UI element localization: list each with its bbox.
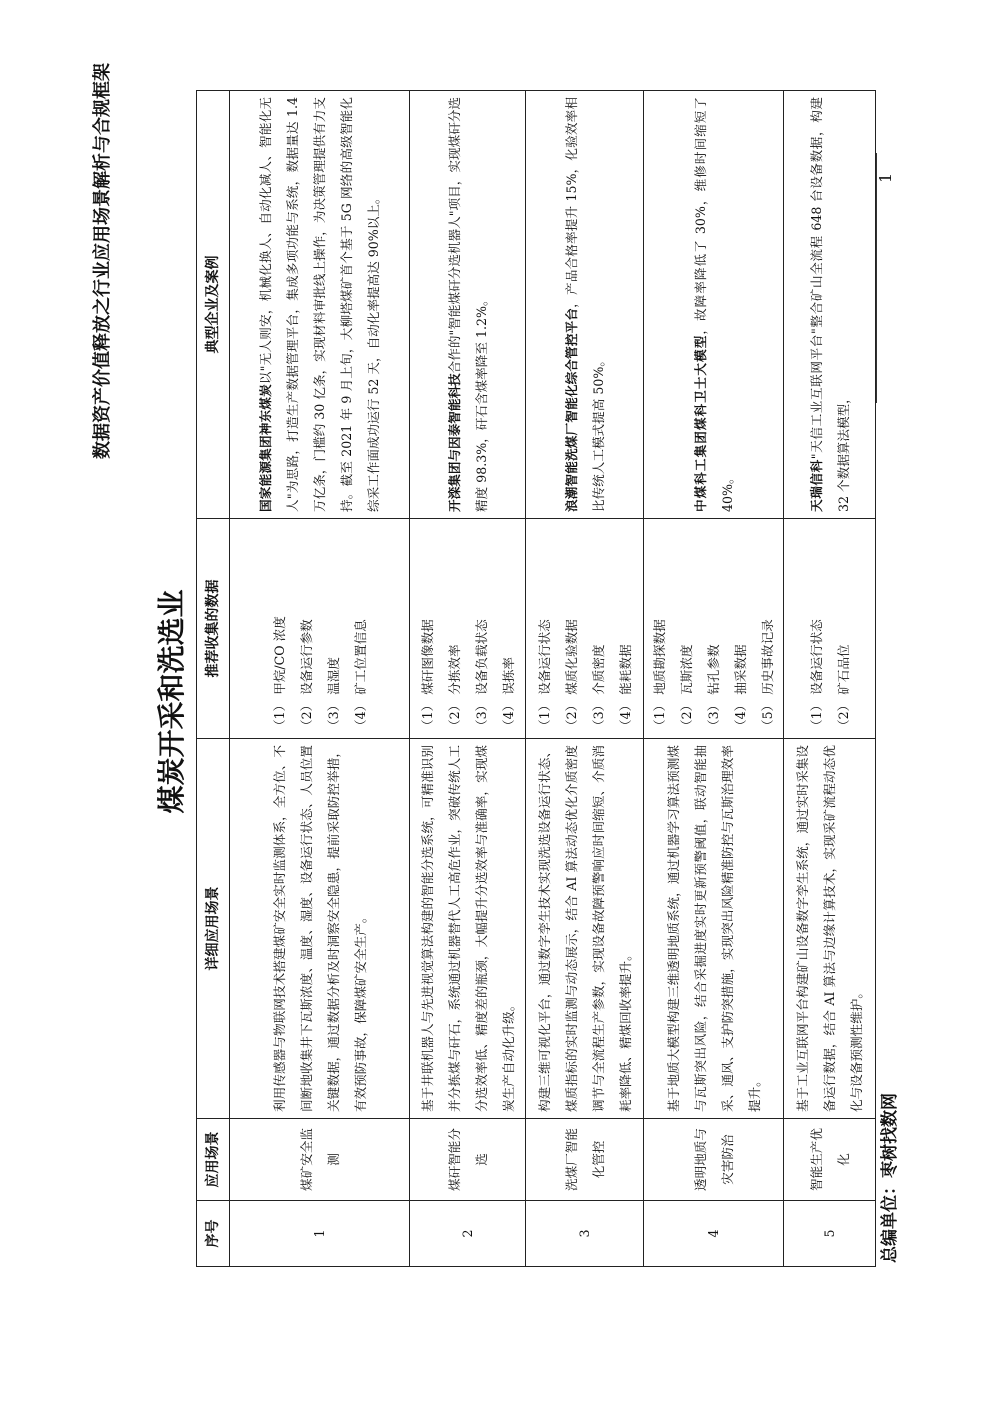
table-row [526,91,644,1267]
data-item: （1） 煤矸图像数据 [419,619,435,732]
data-item: （3） 钻孔参数 [706,644,721,732]
data-item: （2） 分拣效率 [446,644,462,732]
data-item: （1） 设备运行状态 [536,619,552,732]
data-item: （2） 设备运行参数 [298,619,314,732]
row-case [230,91,410,519]
document-header-title: 数据资产价值释放之行业应用场景解析与合规框架 [92,63,113,459]
row-data-list [784,519,876,739]
row-scene: 洗煤厂智能化管控 [526,1119,644,1201]
row-detail: 基于井联机器人与先进视觉算法构建的智能分选系统，可精准识别并分拣煤与矸石，系统通过机器替代人工高危作业，突破传统人工分选效率低、精度差的瓶颈，大幅提升分选效率与准确率，实现煤炭生产自动化升级。 [410,739,526,1119]
case-company: 国家能源集团神东煤炭 [258,384,273,512]
row-detail: 基于地质大模型构建三维透明地质系统，通过机器学习算法预测煤与瓦斯突出风险，结合采掘进度实时更新预警阈值，联动智能抽采、通风、支护防突措施，实现突出风险精准防控与瓦斯治理效率提升。 [644,739,784,1119]
data-table [196,90,876,1267]
row-number: 1 [230,1201,410,1267]
row-number: 2 [410,1201,526,1267]
data-item: （1） 地质勘探数据 [652,619,667,732]
row-scene: 透明地质与灾害防治 [644,1119,784,1201]
case-text: 合作的"智能煤矸分选机器人"项目，实现煤矸分选精度 98.3%，矸石含煤率降至 1.2%。 [446,97,489,512]
data-item: （2） 煤质化验数据 [563,619,579,732]
row-case [784,91,876,519]
row-detail: 利用传感器与物联网技术搭建煤矿安全实时监测体系，全方位、不间断地收集井下瓦斯浓度、温度、湿度、设备运行状态、人员位置关键数据，通过数据分析及时洞察安全隐患，提前采取防控举措，有效预防事故，保障煤矿安全生产。 [230,739,410,1119]
case-text: ，故障率降低了 30%，维修时间缩短了 40%。 [692,96,735,512]
footer-rule [876,153,877,403]
case-text: 以"无人则安，机械化换人、自动化减人、智能化无人"为思路，打造生产数据管理平台，集成多项功能与系统，数据量达 1.4 万亿条，门槛约 30 亿条，实现材料审批线上操作，为决策管理提供有力支持。截至 2021 年 9 月上旬，大柳塔煤矿首个基于 5G 网络的高级智能化综采工作面成功运行 52 天，自动化率提高达 90%以上。 [258,96,381,512]
data-item: （5） 历史事故记录 [760,619,775,732]
row-scene: 煤矸智能分选 [410,1119,526,1201]
row-data-list [410,519,526,739]
row-data-list [230,519,410,739]
data-item: （4） 矿工位置信息 [352,619,368,732]
data-item: （1） 设备运行状态 [808,619,824,732]
header-scene: 应用场景 [197,1119,230,1201]
editor-footer: 总编单位：枣树找数网 [880,1093,900,1263]
case-company: 天瑞信科 [808,459,824,512]
row-number: 3 [526,1201,644,1267]
table-row [644,91,784,1267]
section-title: 煤炭开采和洗选业 [155,589,188,814]
page-number: 1 [876,172,895,183]
data-item: （3） 设备负载状态 [473,619,489,732]
case-text: ，产品合格率提升 15%，化验效率相比传统人工模式提高 50%。 [563,96,606,512]
row-case [410,91,526,519]
table-row [410,91,526,1267]
case-company: 开滦集团与因泰智能科技 [446,373,462,512]
case-company: 浪潮智能洗煤厂智能化综合管控平台 [563,307,579,512]
row-detail: 构建三维可视化平台，通过数字孪生技术实现洗选设备运行状态、煤质指标的实时监测与动态展示，结合 AI 算法动态优化介质密度调节与全流程生产参数，实现设备故障预警响应时间缩短、介质消耗率降低、精煤回收率提升。 [526,739,644,1119]
case-company: 中煤科工集团煤科卫士大模型 [692,334,708,512]
data-item: （4） 抽采数据 [733,644,748,732]
row-case [644,91,784,519]
table-header-row [197,91,230,1267]
data-item: （4） 误拣率 [500,657,516,732]
data-item: （2） 矿石品位 [835,644,851,732]
row-number: 5 [784,1201,876,1267]
data-item: （2） 瓦斯浓度 [679,644,694,732]
data-item: （1） 甲烷/CO 浓度 [271,616,287,732]
header-detail: 详细应用场景 [197,739,230,1119]
row-case [526,91,644,519]
header-data: 推荐收集的数据 [197,519,230,739]
table-row [230,91,410,1267]
header-no: 序号 [197,1201,230,1267]
row-scene: 煤矿安全监测 [230,1119,410,1201]
row-detail: 基于工业互联网平台构建矿山设备数字孪生系统，通过实时采集设备运行数据，结合 AI 算法与边缘计算技术，实现采矿流程动态优化与设备预测性维护。 [784,739,876,1119]
data-item: （4） 能耗数据 [617,644,633,732]
row-data-list [644,519,784,739]
data-item: （3） 温湿度 [325,657,341,732]
header-case: 典型企业及案例 [197,91,230,519]
data-item: （3） 介质密度 [590,644,606,732]
row-scene: 智能生产优化 [784,1119,876,1201]
row-data-list [526,519,644,739]
table-row [784,91,876,1267]
row-number: 4 [644,1201,784,1267]
case-text: "天信工业互联网平台"整合矿山全流程 648 台设备数据，构建 32 个数据算法模型， [808,97,851,512]
